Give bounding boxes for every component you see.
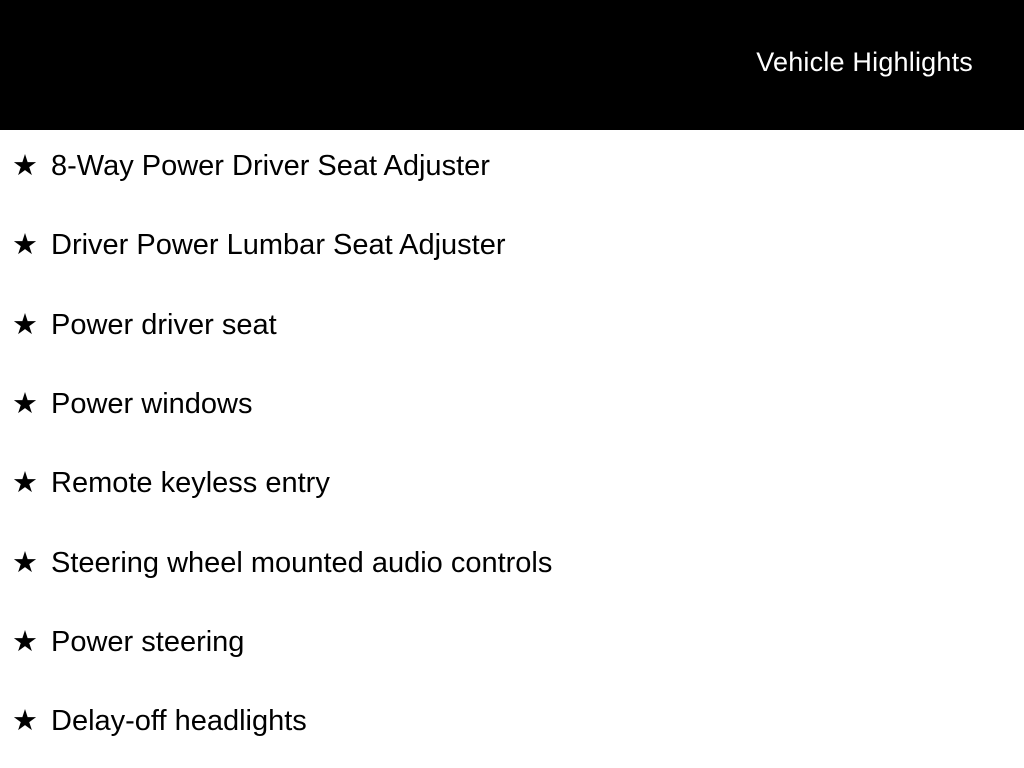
list-item-label: 8-Way Power Driver Seat Adjuster	[51, 150, 490, 182]
list-item	[12, 547, 1024, 580]
list-item-label: Power windows	[51, 388, 253, 421]
header-bar	[0, 0, 1024, 130]
list-item-label: Driver Power Lumbar Seat Adjuster	[51, 229, 506, 262]
list-item-label: Steering wheel mounted audio controls	[51, 546, 553, 579]
star-icon: ★	[12, 388, 38, 421]
list-item	[12, 626, 1024, 659]
list-item	[12, 388, 1024, 421]
star-icon: ★	[12, 705, 38, 738]
list-item	[12, 467, 1024, 500]
list-item-label: Remote keyless entry	[51, 467, 330, 500]
highlights-list	[0, 130, 1024, 739]
star-icon: ★	[12, 229, 38, 262]
star-icon: ★	[12, 626, 38, 659]
list-item-label: Delay-off headlights	[51, 705, 307, 738]
list-item	[12, 229, 1024, 262]
star-icon: ★	[12, 308, 38, 341]
page-title: Vehicle Highlights	[756, 46, 973, 77]
star-icon: ★	[12, 467, 38, 500]
list-item	[12, 309, 1024, 342]
list-item	[12, 150, 1024, 183]
star-icon: ★	[12, 150, 38, 182]
star-icon: ★	[12, 546, 38, 579]
list-item-label: Power driver seat	[51, 308, 277, 341]
list-item-label: Power steering	[51, 626, 245, 659]
list-item	[12, 705, 1024, 738]
